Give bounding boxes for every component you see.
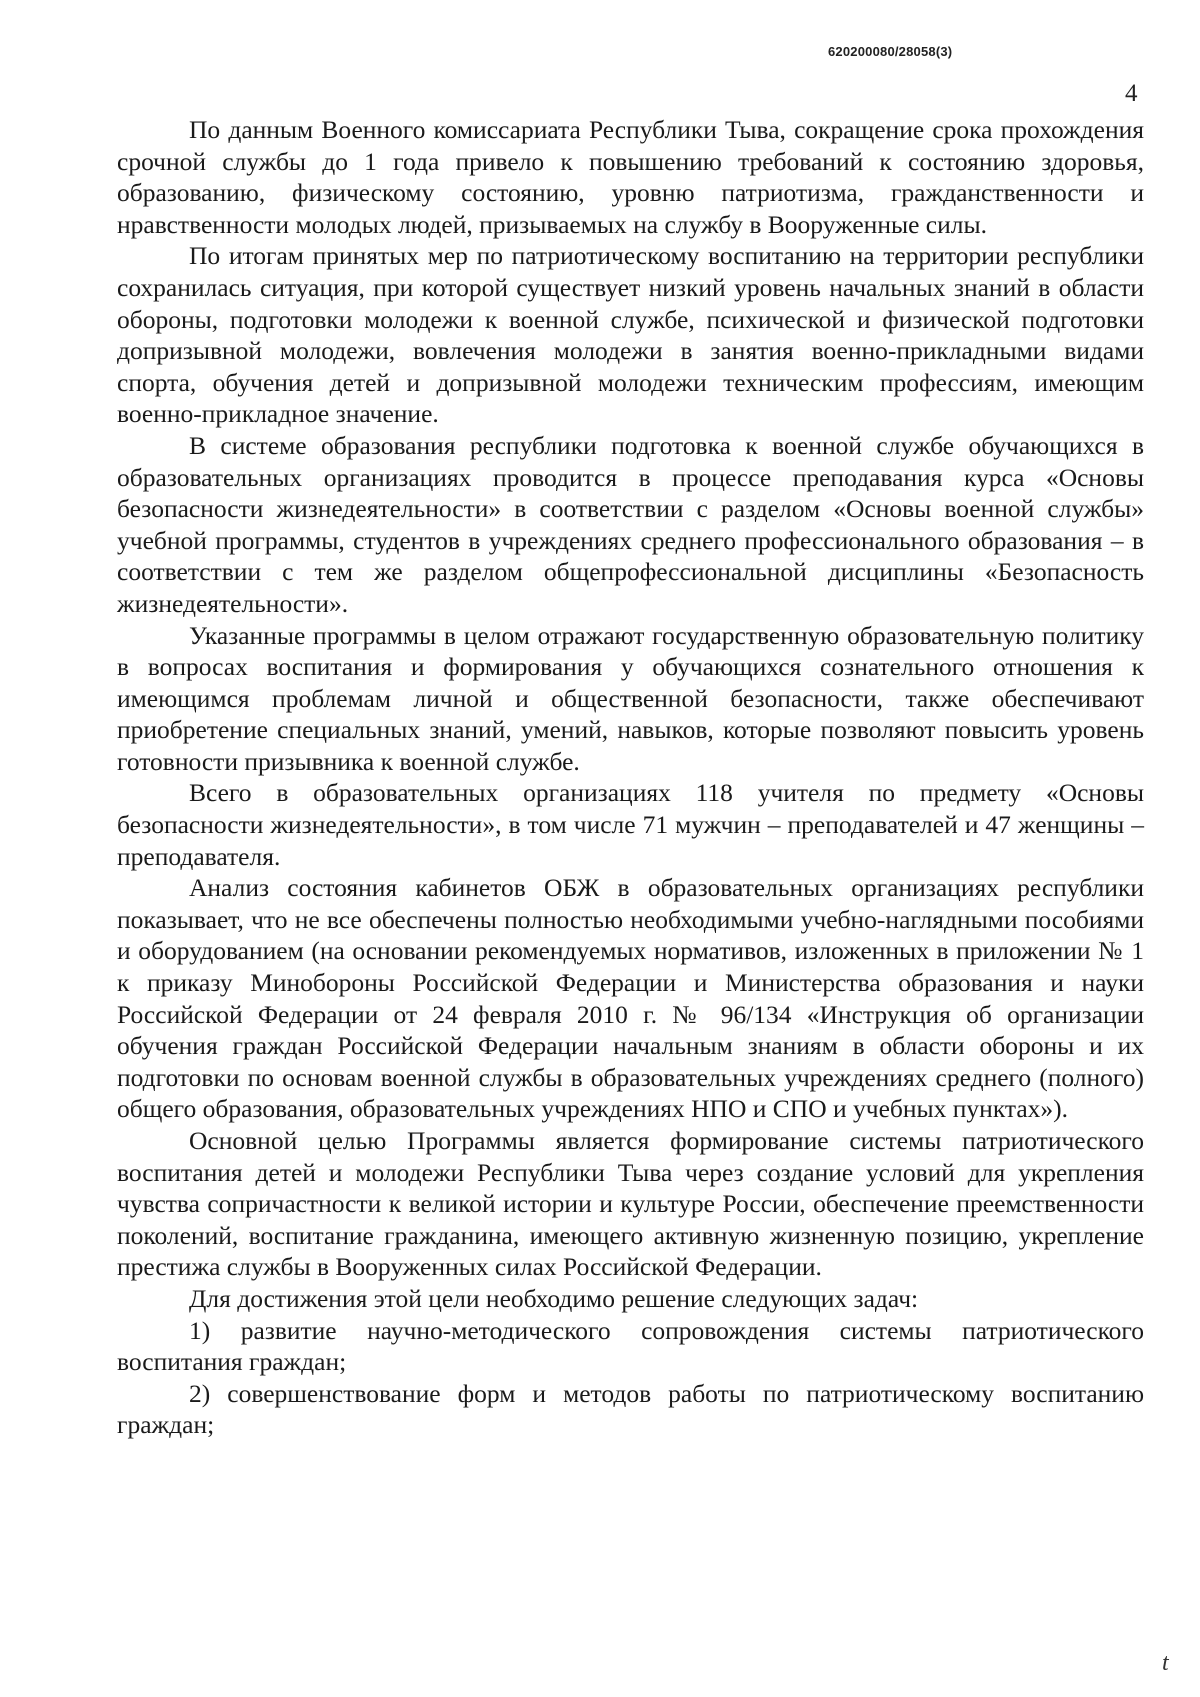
document-id: 620200080/28058(3) [828, 44, 953, 59]
handwritten-corner-mark: t [1162, 1650, 1169, 1676]
document-body [117, 114, 1144, 1441]
paragraph-teachers-count: Всего в образовательных организациях 118 учителя по предмету «Основы безопасности жизнедеятельности», в том числе 71 мужчин – преподавателей и 47 женщины – преподавателя. [117, 778, 1144, 871]
paragraph-programs-policy: Указанные программы в целом отражают государственную образовательную политику в вопросах воспитания и формирования у обучающихся сознательного отношения к имеющимся проблемам личной и общественной безопасности, также обеспечивают приобретение специальных знаний, умений, навыков, которые позволяют повысить уровень готовности призывника к военной службе. [117, 620, 1144, 776]
list-item-task-2: 2) совершенствование форм и методов работы по патриотическому воспитанию граждан; [117, 1378, 1144, 1440]
paragraph-obzh-analysis: Анализ состояния кабинетов ОБЖ в образовательных организациях республики показывает, что не все обеспечены полностью необходимыми учебно-наглядными пособиями и оборудованием (на основании рекомендуемых нормативов, изложенных в приложении № 1 к приказу Минобороны Российской Федерации и Министерства образования и науки Российской Федерации от 24 февраля 2010 г. № 96/134 «Инструкция об организации обучения граждан Российской Федерации начальным знаниям в области обороны и их подготовки по основам военной службы в образовательных учреждениях среднего (полного) общего образования, образовательных учреждениях НПО и СПО и учебных пунктах»). [117, 873, 1144, 1124]
paragraph-program-goal: Основной целью Программы является формирование системы патриотического воспитания детей и молодежи Республики Тыва через создание условий для укрепления чувства сопричастности к великой истории и культуре России, обеспечение преемственности поколений, воспитание гражданина, имеющего активную жизненную позицию, укрепление престижа службы в Вооруженных силах Российской Федерации. [117, 1126, 1144, 1282]
paragraph-education-system: В системе образования республики подготовка к военной службе обучающихся в образовательных организациях проводится в процессе преподавания курса «Основы безопасности жизнедеятельности» в соответствии с разделом «Основы военной службы» учебной программы, студентов в учреждениях среднего профессионального образования – в соответствии с тем же разделом общепрофессиональной дисциплины «Безопасность жизнедеятельности». [117, 430, 1144, 618]
paragraph-patriotic-measures: По итогам принятых мер по патриотическому воспитанию на территории республики сохранилась ситуация, при которой существует низкий уровень начальных знаний в области обороны, подготовки молодежи к военной службе, психической и физической подготовки допризывной молодежи, вовлечения молодежи в занятия военно-прикладными видами спорта, обучения детей и допризывной молодежи техническим профессиям, имеющим военно-прикладное значение. [117, 241, 1144, 429]
page-number: 4 [1125, 80, 1138, 107]
paragraph-tasks-intro: Для достижения этой цели необходимо решение следующих задач: [189, 1283, 919, 1313]
paragraph-military-commissariat: По данным Военного комиссариата Республики Тыва, сокращение срока прохождения срочной службы до 1 года привело к повышению требований к состоянию здоровья, образованию, физическому состоянию, уровню патриотизма, гражданственности и нравственности молодых людей, призываемых на службу в Вооруженные силы. [117, 115, 1144, 239]
list-item-task-1: 1) развитие научно-методического сопровождения системы патриотического воспитания граждан; [117, 1315, 1144, 1377]
